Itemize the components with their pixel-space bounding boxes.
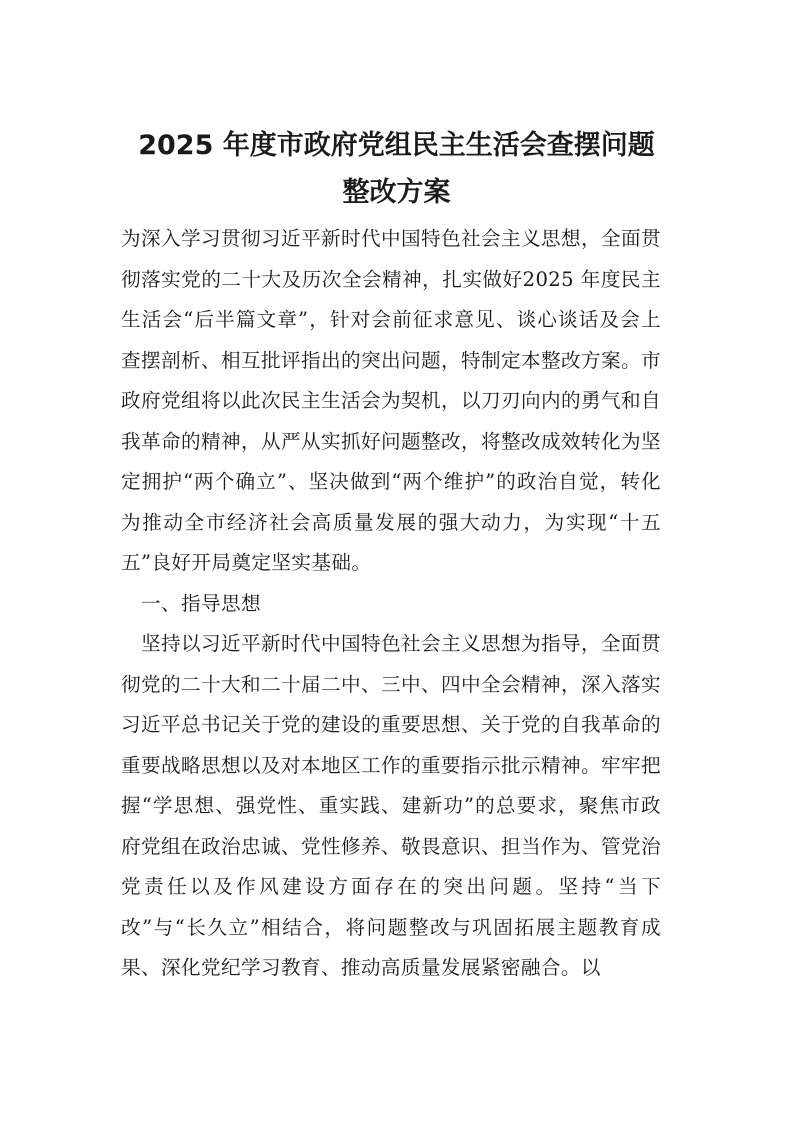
section-heading-guiding-ideology: 一、指导思想: [141, 591, 261, 615]
document-body: [121, 219, 661, 989]
document-title: [60, 122, 733, 216]
intro-paragraph: 为深入学习贯彻习近平新时代中国特色社会主义思想，全面贯彻落实党的二十大及历次全会精神，扎实做好2025 年度民主生活会“后半篇文章”，针对会前征求意见、谈心谈话及会上查摆剖析、相互批评指出的突出问题，特制定本整改方案。市政府党组将以此次民主生活会为契机，以刀刃向内的勇气和自我革命的精神，从严从实抓好问题整改，将整改成效转化为坚定拥护“两个确立”、坚决做到“两个维护”的政治自觉，转化为推动全市经济社会高质量发展的强大动力，为实现“十五五”良好开局奠定坚实基础。: [121, 227, 661, 574]
title-line-2: 整改方案: [342, 177, 451, 208]
section-paragraph-guiding-ideology: 坚持以习近平新时代中国特色社会主义思想为指导，全面贯彻党的二十大和二十届二中、三中、四中全会精神，深入落实习近平总书记关于党的建设的重要思想、关于党的自我革命的重要战略思想以及对本地区工作的重要指示批示精神。牢牢把握“学思想、强党性、重实践、建新功”的总要求，聚焦市政府党组在政治忠诚、党性修养、敬畏意识、担当作为、管党治党责任以及作风建设方面存在的突出问题。坚持“当下改”与“长久立”相结合，将问题整改与巩固拓展主题教育成果、深化党纪学习教育、推动高质量发展紧密融合。以: [121, 632, 661, 979]
title-line-1: 2025 年度市政府党组民主生活会查摆问题: [138, 130, 655, 161]
